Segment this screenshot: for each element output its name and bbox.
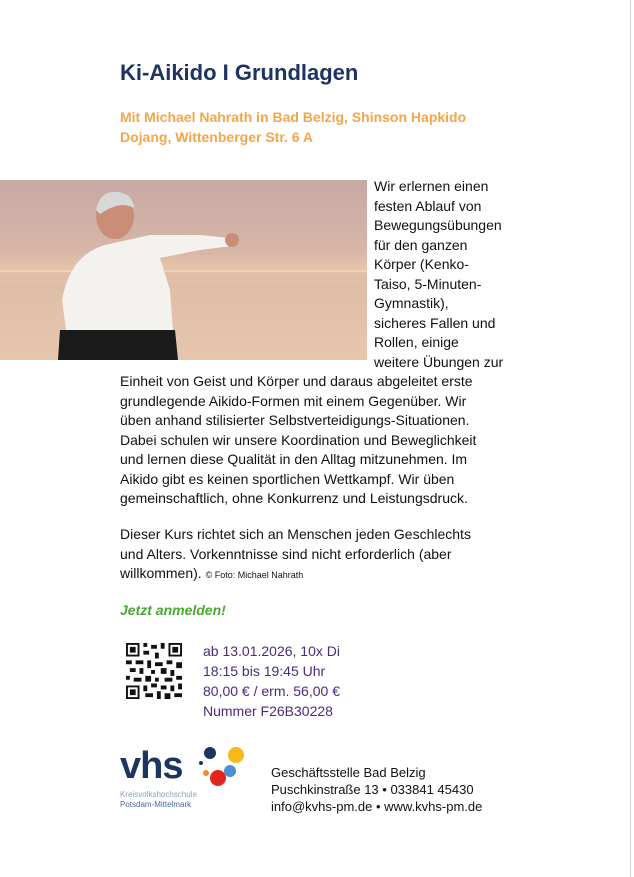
body-text-line: Gymnastik), xyxy=(374,295,449,311)
subtitle-line: Dojang, Wittenberger Str. 6 A xyxy=(120,129,314,145)
logo-line1: Kreisvolkshochschule xyxy=(120,790,197,799)
body-text-line: Wir erlernen einen xyxy=(374,178,489,194)
body-text-end: willkommen). xyxy=(120,565,202,581)
page-edge xyxy=(630,0,631,877)
contact-web[interactable]: info@kvhs-pm.de • www.kvhs-pm.de xyxy=(271,799,483,814)
body-text-line: Taiso, 5-Minuten- xyxy=(374,275,482,292)
contact-address: Puschkinstraße 13 • 033841 45430 xyxy=(271,782,474,797)
subtitle xyxy=(120,107,466,147)
course-price: 80,00 € / erm. 56,00 € xyxy=(203,683,340,699)
body-text-line: festen Ablauf von xyxy=(374,197,482,214)
contact-office: Geschäftsstelle Bad Belzig xyxy=(271,765,426,780)
body-text-line: Einheit von Geist und Körper und daraus abgeleitet erste xyxy=(120,373,473,389)
body-text-line: grundlegende Aikido-Formen mit einem Gegenüber. Wir xyxy=(120,392,467,409)
photo-illustration xyxy=(0,180,367,360)
qr-code[interactable] xyxy=(125,643,183,699)
course-time: 18:15 bis 19:45 Uhr xyxy=(203,663,326,679)
body-text-line: gemeinschaftlich, ohne Konkurrenz und Leistungsdruck. xyxy=(120,490,468,506)
course-number: Nummer F26B30228 xyxy=(203,703,333,719)
body-text-line: sicheres Fallen und xyxy=(374,314,496,331)
register-link[interactable]: Jetzt anmelden! xyxy=(120,602,226,618)
page-title: Ki-Aikido I Grundlagen xyxy=(120,60,359,85)
body-text-line: Dabei schulen wir unsere Koordination und Beweglichkeit xyxy=(120,431,477,448)
vhs-logo xyxy=(120,745,245,815)
body-text-line: Körper (Kenko- xyxy=(374,256,469,272)
body-text-line: weitere Übungen zur xyxy=(374,353,504,370)
body-text-line: Dieser Kurs richtet sich an Menschen jeden Geschlechts xyxy=(120,526,471,542)
logo-dots xyxy=(198,745,248,790)
body-text-line: für den ganzen xyxy=(374,236,468,253)
course-info xyxy=(203,641,340,721)
subtitle-line: Mit Michael Nahrath in Bad Belzig, Shinson Hapkido xyxy=(120,109,467,125)
logo-wordmark: vhs xyxy=(120,745,183,787)
aikido-photo xyxy=(0,180,367,360)
body-text-line: und Alters. Vorkenntnisse sind nicht erforderlich (aber xyxy=(120,545,452,562)
body-text-line: Rollen, einige xyxy=(374,334,459,350)
body-text-line: und lernen diese Qualität in den Alltag mitzunehmen. Im xyxy=(120,451,468,467)
body-text-line: Aikido gibt es keinen sportlichen Wettkampf. Wir üben xyxy=(120,470,455,487)
body-text-line xyxy=(120,564,303,585)
body-text-line: üben anhand stilisierter Selbstverteidigungs-Situationen. xyxy=(120,412,470,428)
course-start: ab 13.01.2026, 10x Di xyxy=(203,643,340,659)
logo-line2: Potsdam-Mittelmark xyxy=(120,800,192,809)
photo-credit: © Foto: Michael Nahrath xyxy=(205,570,304,580)
contact-block xyxy=(271,764,482,815)
body-text-line: Bewegungsübungen xyxy=(374,217,502,233)
